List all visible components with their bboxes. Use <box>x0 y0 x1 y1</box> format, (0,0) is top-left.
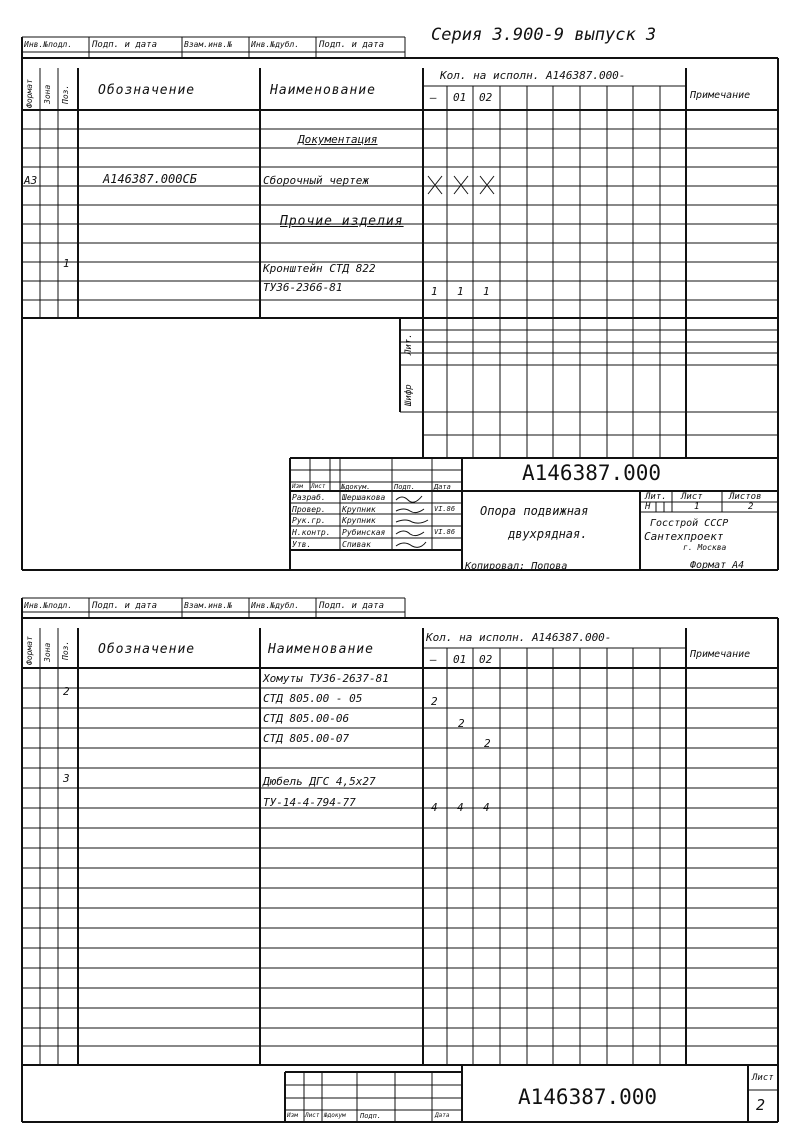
sheet1-spec-grid <box>22 68 778 458</box>
tb1-h-podp: Подп. <box>394 483 416 491</box>
s2-hdr-name: Наименование <box>268 642 374 657</box>
row3-q3: 1 <box>483 285 490 298</box>
tb1-name-0: Шершакова <box>342 493 386 502</box>
s2-row6-q1: 4 <box>431 801 438 814</box>
s2-hdr-q02: 02 <box>479 653 493 666</box>
sheet2-frame <box>22 598 778 1122</box>
hdr-q02: 02 <box>479 91 493 104</box>
tb1-role-4: Утв. <box>292 540 312 549</box>
tb1-designation: А146387.000 <box>522 461 662 485</box>
tb1-role-1: Провер. <box>292 505 326 514</box>
s2-stamp-inv-dubl: Инв.№дубл. <box>251 601 300 610</box>
tb1-role-3: Н.контр. <box>292 528 331 537</box>
tb1-name-line1: Опора подвижная <box>480 504 589 518</box>
tb1-name-1: Крупник <box>342 505 376 514</box>
hdr-pos: Поз. <box>61 84 70 104</box>
s2-stamp-sign-date: Подп. и дата <box>92 601 158 611</box>
tb2-h-podp: Подп. <box>360 1112 382 1120</box>
s2-stamp-inv: Инв.№подл. <box>24 601 73 610</box>
stamp-inv: Инв.№подл. <box>24 40 73 49</box>
tb1-sheets-h: Листов <box>729 492 762 502</box>
tb2-h-data: Дата <box>435 1112 450 1119</box>
row1-x3 <box>491 176 492 177</box>
tb2-h-list: Лист <box>305 1112 320 1119</box>
tb1-name-3: Рубинская <box>342 528 386 537</box>
tb1-name-2: Крупник <box>342 516 376 525</box>
s2-hdr-designation: Обозначение <box>98 642 196 657</box>
stamp-sign-date: Подп. и дата <box>92 40 158 50</box>
row1-name: Сборочный чертеж <box>263 174 369 187</box>
tb1-role-0: Разраб. <box>292 493 326 502</box>
s2-row2-q: 2 <box>431 695 438 708</box>
hdr-qty: Кол. на исполн. А146387.000- <box>440 69 626 82</box>
s2-stamp-vzam: Взам.инв.№ <box>184 601 233 610</box>
series-label: Серия 3.900-9 выпуск 3 <box>431 25 657 45</box>
side-lit: Лит. <box>404 333 414 355</box>
row3-q2: 1 <box>457 285 464 298</box>
tb1-date-0: VI.86 <box>434 505 456 513</box>
tb1-name-line2: двухрядная. <box>508 527 588 541</box>
s2-row2-pos: 2 <box>63 685 70 698</box>
stamp-sign-date2: Подп. и дата <box>319 40 385 50</box>
s2-row6-q2: 4 <box>457 801 464 814</box>
row1-x-values <box>490 176 492 177</box>
s2-row5-pos: 3 <box>63 772 70 785</box>
hdr-designation: Обозначение <box>98 83 196 98</box>
s2-row6-name: ТУ-14-4-794-77 <box>263 796 356 809</box>
s2-stamp-sign-date2: Подп. и дата <box>319 601 385 611</box>
s2-hdr-zone: Зона <box>43 642 52 662</box>
tb1-h-doc: №докум. <box>341 483 371 491</box>
stamp-inv-dubl: Инв.№дубл. <box>251 40 300 49</box>
hdr-name: Наименование <box>270 83 376 98</box>
tb2-sheet-v: 2 <box>756 1096 766 1114</box>
tb1-org3: г. Москва <box>683 543 727 552</box>
tb1-sheet-v: 1 <box>694 502 700 512</box>
s2-hdr-q-dash: – <box>430 653 437 666</box>
tb1-lit-h: Лит. <box>645 492 667 502</box>
s2-row5-name: Дюбель ДГС 4,5х27 <box>263 775 376 788</box>
tb1-name-4: Спивак <box>342 540 371 549</box>
row1-designation: А146387.000СБ <box>103 172 197 186</box>
s2-row4-q: 2 <box>484 737 491 750</box>
sheet2-spec-grid <box>22 628 778 1065</box>
tb1-h-izm: Изм <box>292 483 303 490</box>
tb1-org2: Сантехпроект <box>644 530 724 543</box>
hdr-note: Примечание <box>690 90 751 101</box>
tb1-role-2: Рук.гр. <box>292 516 326 525</box>
format-a4: Формат А4 <box>690 560 745 571</box>
s2-row3-name: СТД 805.00-06 <box>263 712 350 725</box>
tb1-org1: Госстрой СССР <box>650 518 729 529</box>
row2-pos: 1 <box>63 257 70 270</box>
tb2-designation: А146387.000 <box>518 1085 658 1109</box>
hdr-q01: 01 <box>453 91 467 104</box>
section-documentation: Документация <box>298 133 378 146</box>
tb2-sheet-h: Лист <box>752 1073 774 1083</box>
s2-hdr-q01: 01 <box>453 653 467 666</box>
row3-q1: 1 <box>431 285 438 298</box>
s2-hdr-format: Формат <box>25 636 34 665</box>
tb1-sheets-v: 2 <box>748 502 754 512</box>
s2-hdr-pos: Поз. <box>61 640 70 660</box>
s2-row3-q: 2 <box>458 717 465 730</box>
s2-hdr-note: Примечание <box>690 649 751 660</box>
s2-row1-name: Хомуты ТУ36-2637-81 <box>263 672 389 685</box>
row1-format: А3 <box>24 174 38 187</box>
tb1-h-list: Лист <box>311 483 326 490</box>
tb2-h-izm: Изм <box>287 1112 298 1119</box>
tb1-sheet-h: Лист <box>681 492 703 502</box>
row2-name: Кронштейн СТД 822 <box>263 262 376 275</box>
sheet1-x-marks <box>428 176 494 194</box>
s2-row2-name: СТД 805.00 - 05 <box>263 692 363 705</box>
tb1-h-data: Дата <box>434 483 451 491</box>
hdr-q-dash: – <box>430 91 437 104</box>
stamp-vzam: Взам.инв.№ <box>184 40 233 49</box>
side-shifr: Шифр <box>404 384 414 406</box>
tb1-lit-v: Н <box>645 502 651 512</box>
tb1-date-1: VI.86 <box>434 528 456 536</box>
s2-hdr-qty: Кол. на исполн. А146387.000- <box>426 631 612 644</box>
hdr-zone: Зона <box>43 84 52 104</box>
tb2-h-doc: №докум <box>324 1112 346 1119</box>
s2-row6-q3: 4 <box>483 801 490 814</box>
signatures <box>396 496 428 547</box>
s2-row4-name: СТД 805.00-07 <box>263 732 350 745</box>
row3-name: ТУ36-2366-81 <box>263 281 343 294</box>
hdr-format: Формат <box>25 79 34 108</box>
copied-by: Копировал: Попова <box>465 561 568 572</box>
section-other: Прочие изделия <box>280 214 404 229</box>
